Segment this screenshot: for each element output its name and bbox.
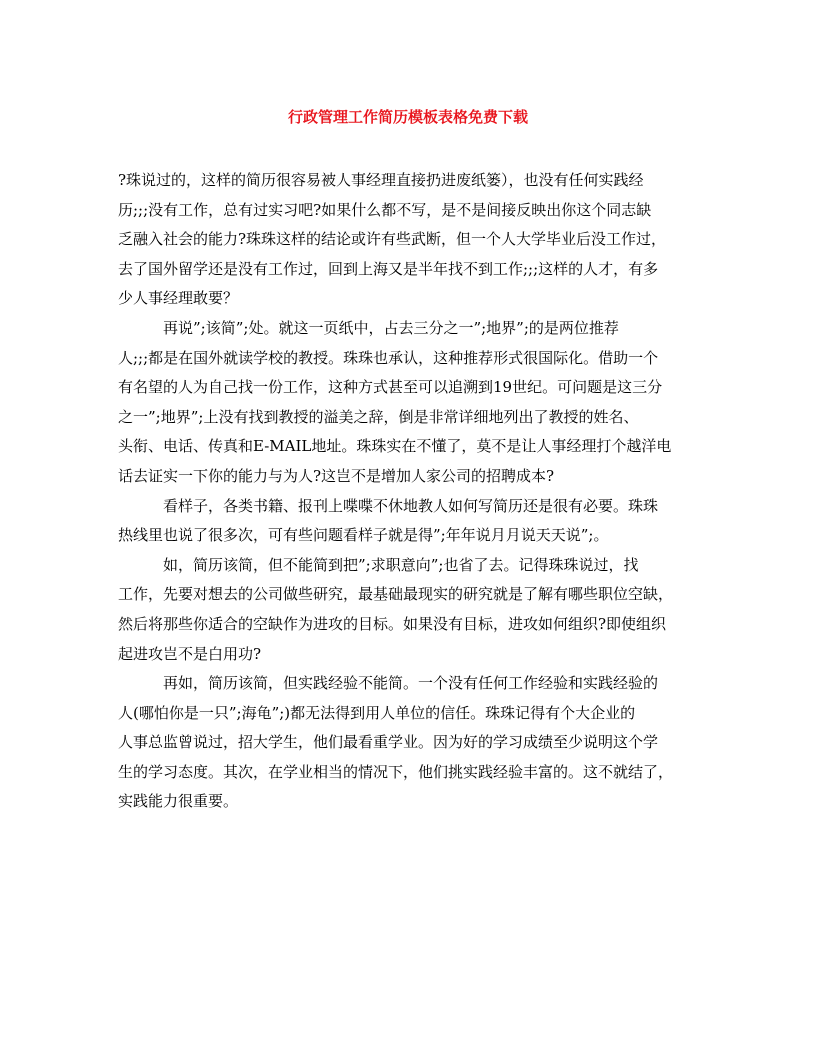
text-line: 看样子，各类书籍、报刊上喋喋不休地教人如何写简历还是很有必要。珠珠 [163,496,659,515]
text-line: 头衔、电话、传真和E-MAIL地址。珠珠实在不懂了，莫不是让人事经理打个越洋电 [118,437,672,456]
text-line: 热线里也说了很多次，可有些问题看样子就是得”;年年说月月说天天说”;。 [118,526,609,545]
text-line: 人;;;都是在国外就读学校的教授。珠珠也承认，这种推荐形式很国际化。借助一个 [118,348,659,367]
text-line: 再如，简历该简，但实践经验不能简。一个没有任何工作经验和实践经验的 [163,674,659,693]
document-body [118,166,702,817]
text-line: 之一”;地界”;上没有找到教授的溢美之辞，倒是非常详细地列出了教授的姓名、 [118,407,639,426]
text-line: 历;;;没有工作，总有过实习吧?如果什么都不写，是不是间接反映出你这个同志缺 [118,200,652,219]
text-line: 起进攻岂不是白用功? [118,644,262,663]
text-line: 少人事经理敢要？ [118,289,239,308]
paragraph [118,166,702,314]
document-title: 行政管理工作简历模板表格免费下载 [287,108,528,126]
text-line: 如，简历该简，但不能简到把”;求职意向”;也省了去。记得珠珠说过，找 [163,555,639,574]
text-line: 生的学习态度。其次，在学业相当的情况下，他们挑实践经验丰富的。这不就结了， [118,762,674,781]
text-line: 人事总监曾说过，招大学生，他们最看重学业。因为好的学习成绩至少说明这个学 [118,733,659,752]
text-line: 话去证实一下你的能力与为人?这岂不是增加人家公司的招聘成本? [118,466,555,485]
text-line: ?珠说过的，这样的简历很容易被人事经理直接扔进废纸篓），也没有任何实践经 [118,171,644,189]
text-line: 去了国外留学还是没有工作过，回到上海又是半年找不到工作;;;这样的人才，有多 [118,259,659,278]
paragraph [118,669,702,817]
text-line: 有名望的人为自己找一份工作，这种方式甚至可以追溯到19世纪。可问题是这三分 [118,378,663,397]
text-line: 再说”;该简”;处。就这一页纸中，占去三分之一”;地界”;的是两位推荐 [163,318,619,337]
text-line: 乏融入社会的能力?珠珠这样的结论或许有些武断，但一个人大学毕业后没工作过， [118,230,667,249]
paragraph [118,492,702,551]
text-line: 人(哪怕你是一只”;海龟”;)都无法得到用人单位的信任。珠珠记得有个大企业的 [118,703,636,722]
paragraph [118,551,702,669]
text-line: 工作，先要对想去的公司做些研究，最基础最现实的研究就是了解有哪些职位空缺， [118,585,674,604]
text-line: 实践能力很重要。 [118,792,239,811]
paragraph [118,314,702,492]
text-line: 然后将那些你适合的空缺作为进攻的目标。如果没有目标，进攻如何组织?即使组织 [118,614,667,633]
